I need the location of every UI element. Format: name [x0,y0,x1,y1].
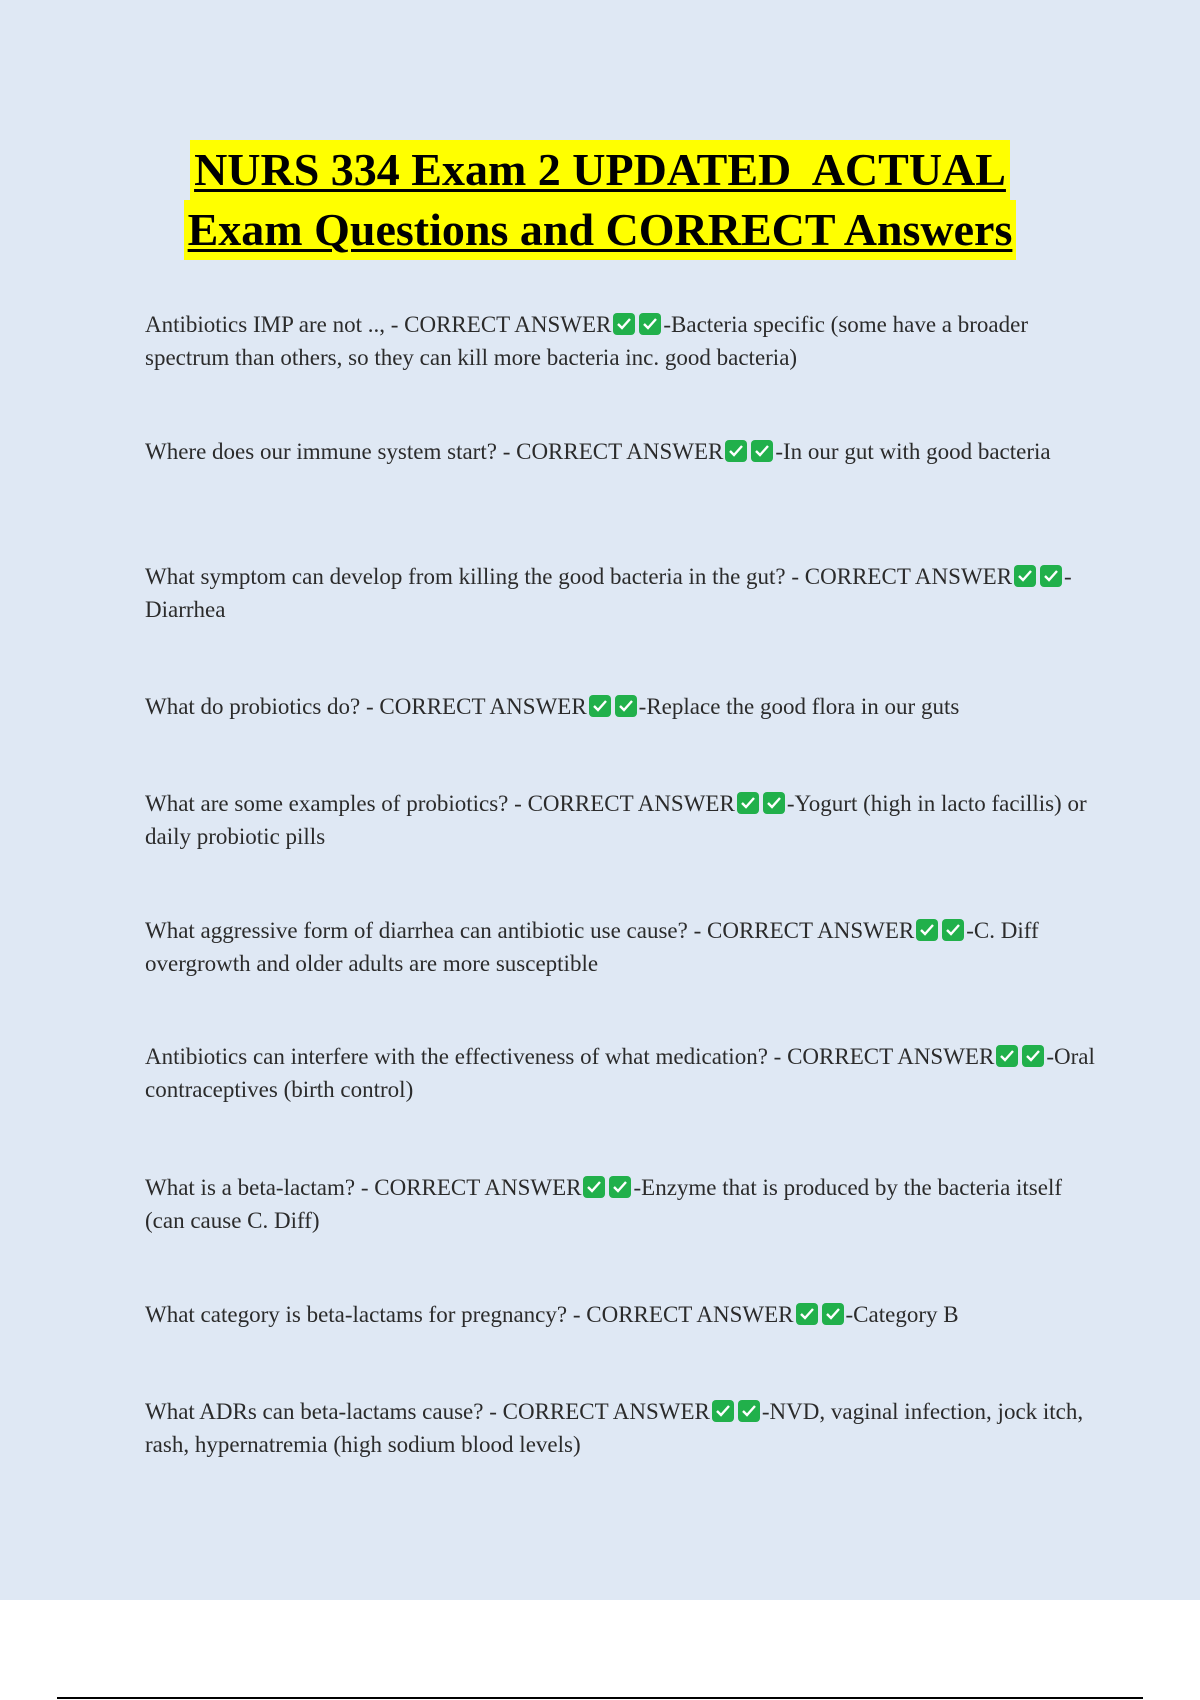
question-text: What are some examples of probiotics? [145,791,509,816]
answer-text: -Enzyme that is produced by the bacteria itself (can cause C. Diff) [145,1175,1063,1233]
check-icon [942,919,964,941]
correct-answer-marker: - CORRECT ANSWER [687,918,915,943]
check-icon [639,313,661,335]
correct-answer-marker: - CORRECT ANSWER [384,312,612,337]
title-line-1: NURS 334 Exam 2 UPDATED ACTUAL [190,140,1010,200]
check-icon [751,440,773,462]
qa-item [145,308,1100,374]
question-text: What is a beta-lactam? [145,1175,356,1200]
correct-answer-marker: - CORRECT ANSWER [567,1302,794,1327]
title-line-2: Exam Questions and CORRECT Answers [184,200,1017,260]
answer-text: -Yogurt (high in lacto facillis) or daily probiotic pills [145,791,1087,849]
question-text: What symptom can develop from killing the good bacteria in the gut? [145,564,786,589]
check-icon [1014,565,1036,587]
question-text: What do probiotics do? [145,694,361,719]
check-icon [712,1400,734,1422]
check-icon [916,919,938,941]
check-icon [615,695,637,717]
correct-answer-marker: - CORRECT ANSWER [785,564,1013,589]
question-text: What category is beta-lactams for pregnancy? [145,1302,568,1327]
check-icon [737,792,759,814]
answer-text: -Oral contraceptives (birth control) [145,1044,1095,1102]
check-icon [589,695,611,717]
answer-text: -Category B [845,1302,959,1327]
answer-text: -In our gut with good bacteria [775,439,1051,464]
footer-rule [57,1697,1143,1699]
answer-text: -C. Diff overgrowth and older adults are more susceptible [145,918,1039,976]
question-text: Antibiotics can interfere with the effectiveness of what medication? [145,1044,768,1069]
question-text: Antibiotics IMP are not .., [145,312,385,337]
qa-item [145,560,1100,626]
correct-answer-marker: - CORRECT ANSWER [496,439,724,464]
correct-answer-marker: - CORRECT ANSWER [767,1044,995,1069]
question-text: What aggressive form of diarrhea can antibiotic use cause? [145,918,688,943]
correct-answer-marker: - CORRECT ANSWER [483,1399,710,1424]
check-icon [738,1400,760,1422]
check-icon [996,1045,1018,1067]
qa-item [145,1171,1100,1237]
correct-answer-marker: - CORRECT ANSWER [360,694,587,719]
check-icon [796,1303,818,1325]
qa-item [145,1040,1100,1106]
answer-text: -Replace the good flora in our guts [638,694,960,719]
question-text: Where does our immune system start? [145,439,497,464]
document-title [0,140,1200,260]
check-icon [1040,565,1062,587]
check-icon [763,792,785,814]
qa-item [145,435,1100,468]
answer-text: -Diarrhea [145,564,1072,622]
qa-item [145,787,1100,853]
check-icon [583,1176,605,1198]
qa-item [145,1395,1100,1461]
check-icon [1022,1045,1044,1067]
qa-item [145,690,1100,723]
check-icon [822,1303,844,1325]
correct-answer-marker: - CORRECT ANSWER [508,791,735,816]
check-icon [613,313,635,335]
check-icon [609,1176,631,1198]
answer-text: -NVD, vaginal infection, jock itch, rash, hypernatremia (high sodium blood levels) [145,1399,1084,1457]
qa-item [145,1298,1100,1331]
correct-answer-marker: - CORRECT ANSWER [355,1175,582,1200]
qa-item [145,914,1100,980]
check-icon [725,440,747,462]
question-text: What ADRs can beta-lactams cause? [145,1399,484,1424]
answer-text: -Bacteria specific (some have a broader spectrum than others, so they can kill more bacteria inc. good bacteria) [145,312,1028,370]
